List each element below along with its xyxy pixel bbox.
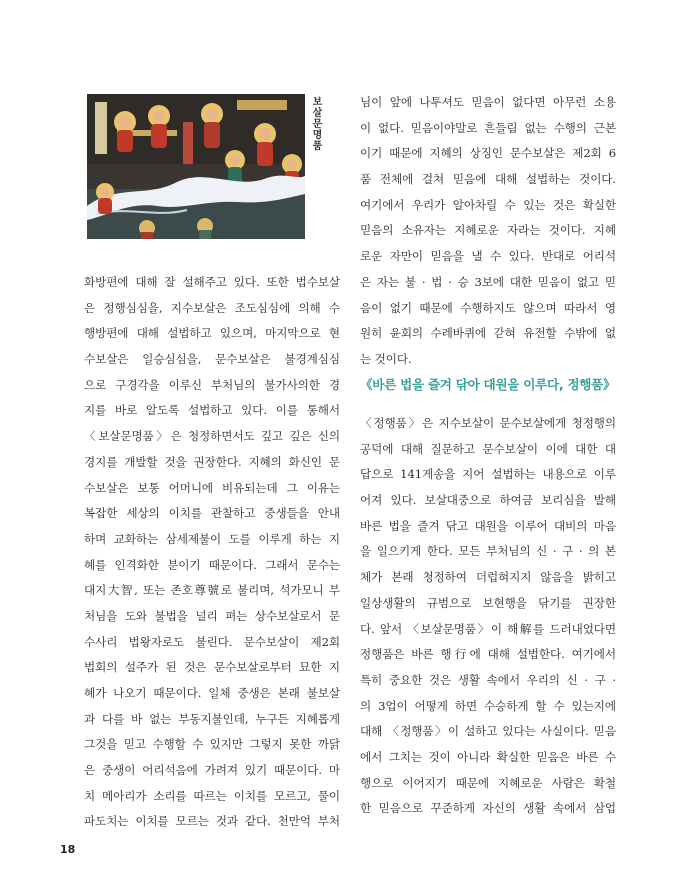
buddhist-painting-image (87, 94, 305, 239)
text-line: 믿음의 소유자는 지혜로운 자라는 것이다. 지혜 (360, 223, 616, 238)
painting-illustration (87, 94, 305, 239)
text-line: 는 것이다. (360, 351, 412, 366)
text-line: 으로 구경각을 이루신 부처님의 불가사의한 경 (84, 377, 340, 392)
text-line: 경지를 개발할 것을 권장한다. 지혜의 화신인 문 (84, 454, 340, 469)
text-line: 어져 있다. 보살대중으로 하여금 보리심을 발해 (360, 493, 616, 508)
text-line: 하며 교화하는 삼세제불이 도를 이루게 하는 지 (84, 531, 340, 546)
text-line: 행방편에 대해 설법하고 있으며, 마지막으로 현 (84, 326, 340, 341)
text-line: 다. 앞서 〈보살문명품〉이 해解를 드러내었다면 (360, 621, 616, 636)
text-line: 한 믿음으로 꾸준하게 자신의 생활 속에서 삼업 (360, 801, 616, 816)
text-line: 화방편에 대해 잘 설해주고 있다. 또한 법수보살 (84, 275, 340, 289)
text-line: 치 메아리가 소리를 따르는 이치를 모르고, 물이 (84, 788, 340, 803)
text-line: 정행품은 바른 행行에 대해 설법한다. 여기에서 (360, 647, 616, 662)
figure-caption: 보살문명품 (310, 96, 321, 151)
text-line: 혜를 인격화한 분이기 때문이다. 그래서 문수는 (84, 557, 340, 572)
text-line: 은 정행심심을, 지수보살은 조도심심에 의해 수 (84, 300, 340, 315)
text-line: 수사리 법왕자로도 불린다. 문수보살이 제2회 (84, 634, 340, 649)
right-column-bottom-text (360, 411, 616, 822)
text-line: 체가 본래 청정하여 더럽혀지지 않음을 밝히고 (360, 570, 616, 585)
text-line: 파도치는 이치를 모르는 것과 같다. 천만억 부처 (84, 814, 340, 829)
text-line: 은 중생이 어리석음에 가려져 있기 때문이다. 마 (84, 763, 340, 778)
page-number: 18 (60, 843, 76, 856)
text-line: 이 없다. 믿음이야말로 흔들림 없는 수행의 근본 (360, 120, 616, 135)
text-line: 음이 없기 때문에 수행하지도 않으며 따라서 영 (360, 300, 616, 315)
text-line: 〈보살문명품〉은 청정하면서도 깊고 깊은 신의 (84, 429, 340, 444)
text-line: 처님을 도와 불법을 널리 펴는 상수보살로서 문 (84, 608, 340, 623)
section-heading: 《바른 법을 즐겨 닦아 대원을 이루다, 정행품》 (360, 377, 616, 392)
text-line: 수보살은 일승심심을, 문수보살은 불경계심심 (84, 352, 340, 367)
text-line: 이기 때문에 지혜의 상징인 문수보살은 제2회 6 (360, 146, 616, 161)
text-line: 〈정행품〉은 지수보살이 문수보살에게 청정행의 (360, 416, 616, 430)
text-line: 답으로 141게송을 지어 설법하는 내용으로 이루 (360, 467, 616, 482)
text-line: 바른 법을 즐겨 닦고 대원을 이루어 대비의 마음 (360, 518, 616, 533)
text-line: 법회의 설주가 된 것은 문수보살로부터 묘한 지 (84, 660, 340, 675)
text-line: 특히 중요한 것은 생활 속에서 우리의 신 · 구 · (360, 672, 616, 687)
text-line: 지를 바로 알도록 설법하고 있다. 이를 통해서 (84, 403, 340, 418)
text-line: 대지大智, 또는 존호尊號로 불리며, 석가모니 부 (84, 583, 340, 598)
text-line: 로운 자만이 믿음을 낼 수 있다. 반대로 어리석 (360, 249, 616, 264)
text-line: 일상생활의 규범으로 보현행을 닦기를 권장한 (360, 595, 616, 610)
left-column-text (84, 270, 340, 835)
text-line: 원히 윤회의 수레바퀴에 갇혀 유전할 수밖에 없 (360, 326, 616, 341)
text-line: 의 3업이 어떻게 하면 수승하게 할 수 있는지에 (360, 698, 616, 713)
text-line: 과 다를 바 없는 부동지불인데, 누구든 지혜롭게 (84, 711, 340, 726)
text-line: 복잡한 세상의 이치를 관찰하고 중생들을 안내 (84, 506, 340, 521)
text-line: 행으로 이어지기 때문에 지혜로운 사람은 확철 (360, 775, 616, 790)
text-line: 님이 앞에 나투셔도 믿음이 없다면 아무런 소용 (360, 95, 616, 109)
text-line: 그것을 믿고 수행할 수 있지만 그렇지 못한 까닭 (84, 737, 340, 752)
text-line: 품 전체에 걸쳐 믿음에 대해 설법하는 것이다. (360, 172, 616, 187)
text-line: 여기에서 우리가 알아차릴 수 있는 것은 확실한 (360, 197, 616, 212)
text-line: 은 자는 불 · 법 · 승 3보에 대한 믿음이 없고 믿 (360, 274, 616, 289)
text-line: 대해 〈정행품〉이 설하고 있다는 사실이다. 믿음 (360, 724, 616, 739)
text-line: 에서 그치는 것이 아니라 확실한 믿음은 바른 수 (360, 749, 616, 764)
text-line: 을 일으키게 한다. 모든 부처님의 신 · 구 · 의 본 (360, 544, 616, 559)
right-column-top-text (360, 90, 616, 373)
text-line: 공덕에 대해 질문하고 문수보살이 이에 대한 대 (360, 441, 616, 456)
text-line: 수보살은 보통 어머니에 비유되는데 그 이유는 (84, 480, 340, 495)
text-line: 혜가 나오기 때문이다. 일체 중생은 본래 불보살 (84, 686, 340, 700)
